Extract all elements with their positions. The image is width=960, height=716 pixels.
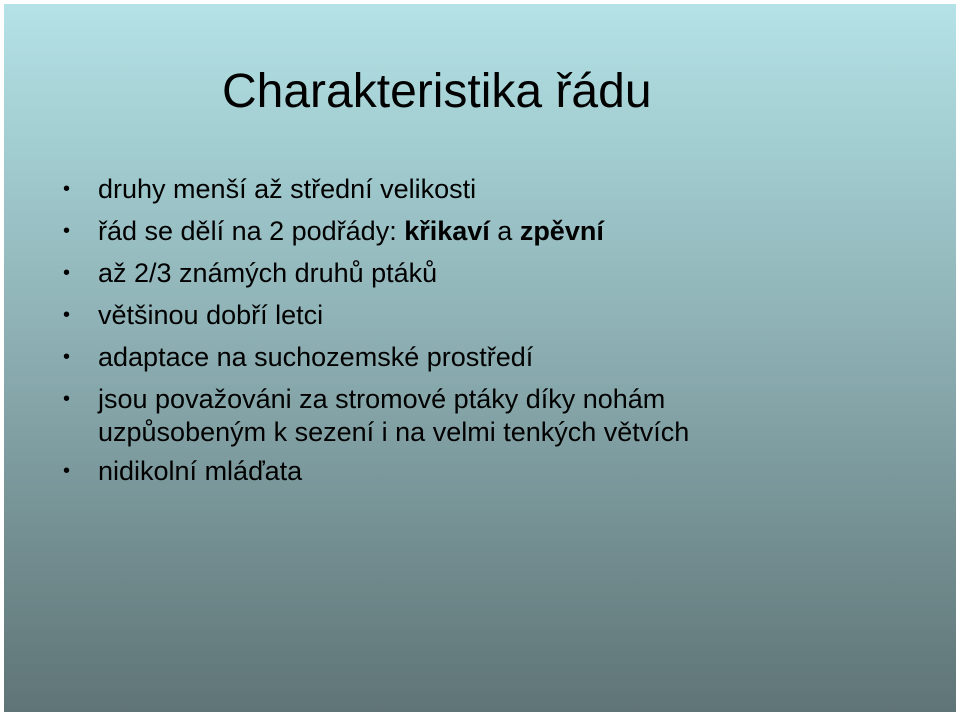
bullet-list (60, 173, 940, 497)
bullet-text: druhy menší až střední velikosti (98, 174, 477, 204)
bullet-item (60, 383, 940, 449)
bullet-text: až 2/3 známých druhů ptáků (98, 258, 438, 288)
bullet-text: adaptace na suchozemské prostředí (98, 342, 534, 372)
bullet-item (60, 299, 940, 332)
bullet-dot-icon: • (63, 346, 71, 368)
bullet-text (98, 216, 604, 246)
bullet-text-line: jsou považováni za stromové ptáky díky nohám (98, 384, 666, 414)
bullet-dot-icon: • (63, 388, 71, 410)
bullet-text-prefix: řád se dělí na 2 podřády: (98, 216, 405, 246)
bullet-text-line: uzpůsobeným k sezení i na velmi tenkých větvích (98, 417, 690, 447)
bullet-dot-icon: • (63, 262, 71, 284)
bullet-dot-icon: • (63, 178, 71, 200)
bullet-item (60, 341, 940, 374)
bullet-text: většinou dobří letci (98, 300, 324, 330)
bullet-text: nidikolní mláďata (98, 456, 303, 486)
bullet-dot-icon: • (63, 460, 71, 482)
slide-title: Charakteristika řádu (222, 65, 652, 118)
bullet-text (98, 383, 940, 449)
bullet-text-bold-krikavi: křikaví (404, 216, 490, 246)
bullet-item (60, 215, 940, 248)
bullet-item (60, 173, 940, 206)
bullet-dot-icon: • (63, 304, 71, 326)
bullet-text-bold-zpevni: zpěvní (519, 216, 604, 246)
slide (4, 4, 956, 712)
bullet-item (60, 455, 940, 488)
bullet-dot-icon: • (63, 220, 71, 242)
bullet-item (60, 257, 940, 290)
bullet-text-middle: a (489, 216, 520, 246)
